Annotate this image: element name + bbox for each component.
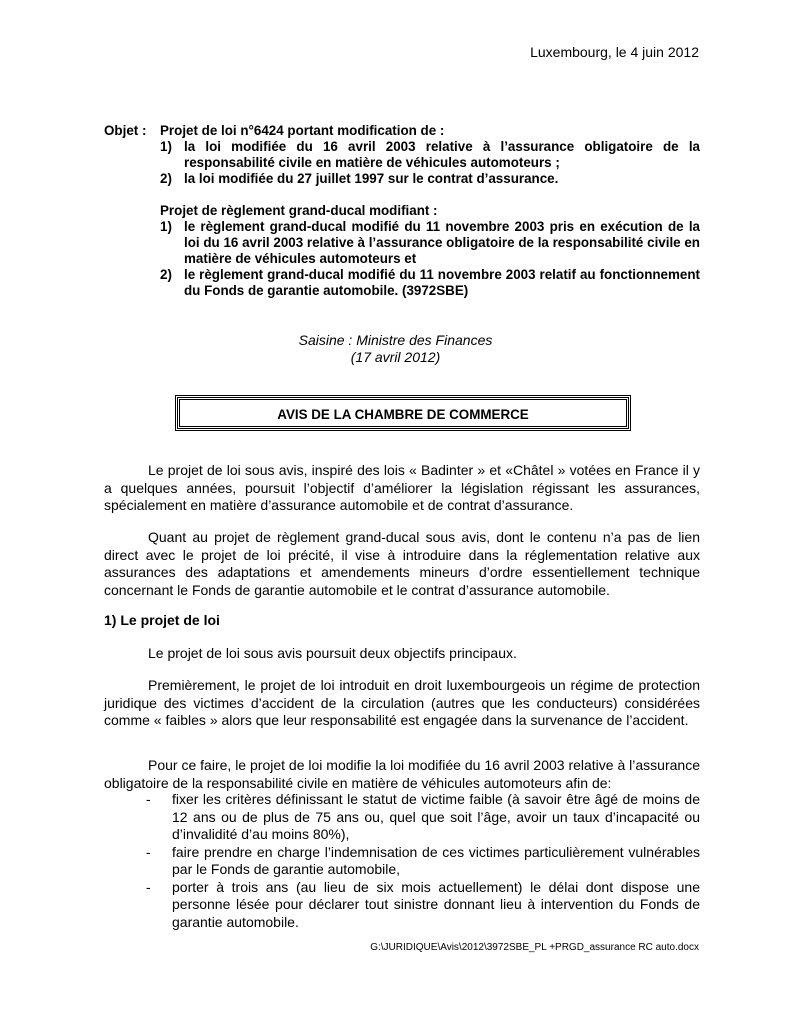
subject-block — [104, 123, 700, 299]
list-item — [146, 791, 700, 844]
bullet-marker: - — [146, 878, 151, 895]
item-number: 1) — [160, 219, 172, 234]
item-text: la loi modifiée du 16 avril 2003 relative à l’assurance obligatoire de la responsabilité civile en matière de véhicules automoteurs ; — [184, 139, 700, 170]
item-number: 2) — [160, 267, 172, 282]
bullet-list — [146, 791, 700, 931]
bullet-marker: - — [146, 843, 151, 860]
paragraph-objectives: Le projet de loi sous avis poursuit deux objectifs principaux. — [148, 645, 517, 661]
list-item — [146, 879, 700, 932]
regulation-title: Projet de règlement grand-ducal modifiant : — [160, 203, 438, 218]
opinion-title-box — [177, 397, 629, 429]
list-item — [146, 844, 700, 879]
item-number: 2) — [160, 171, 172, 186]
section-heading: 1) Le projet de loi — [104, 612, 220, 628]
paragraph-regulation: Quant au projet de règlement grand-ducal sous avis, dont le contenu n’a pas de lien direct avec le projet de loi précité, il vise à introduire dans la réglementation relative aux assurances des adaptations et amendements mineurs d’ordre essentiellement technique concernant le Fonds de garantie automobile et le contrat d’assurance automobile. — [104, 529, 700, 598]
bullet-marker: - — [146, 791, 151, 807]
item-text: le règlement grand-ducal modifié du 11 novembre 2003 pris en exécution de la loi du 16 avril 2003 relative à l’assurance obligatoire de la responsabilité civile en matière de véhicules automoteurs et — [184, 219, 700, 266]
paragraph-intro: Le projet de loi sous avis, inspiré des lois « Badinter » et «Châtel » votées en France il y a quelques années, poursuit l’objectif d’améliorer la législation régissant les assurances, spécialement en matière d’assurance automobile et de contrat d’assurance. — [104, 462, 700, 513]
bill-item — [160, 139, 700, 171]
referral-line: Saisine : Ministre des Finances — [298, 332, 493, 348]
bullet-text: fixer les critères définissant le statut de victime faible (à savoir être âgé de moins de 12 ans ou de plus de 75 ans ou, quel que soit l’âge, avoir un taux d’incapacité ou d’invalidité d’au moins 80%), — [172, 791, 700, 842]
referral-date: (17 avril 2012) — [350, 349, 441, 365]
item-text: le règlement grand-ducal modifié du 11 novembre 2003 relatif au fonctionnement du Fonds de garantie automobile. (3972SBE) — [184, 267, 700, 298]
subject-label: Objet : — [104, 123, 147, 138]
bullet-text: faire prendre en charge l’indemnisation de ces victimes particulièrement vulnérables par le Fonds de garantie automobile, — [172, 843, 700, 877]
document-date: Luxembourg, le 4 juin 2012 — [530, 44, 699, 60]
bill-item — [160, 171, 700, 187]
regulation-item — [160, 219, 700, 267]
item-number: 1) — [160, 139, 172, 154]
bill-title: Projet de loi n°6424 portant modification de : — [160, 123, 445, 138]
paragraph-approach: Pour ce faire, le projet de loi modifie la loi modifiée du 16 avril 2003 relative à l’assurance obligatoire de la responsabilité civile en matière de véhicules automoteurs afin de: — [104, 757, 700, 791]
regulation-item — [160, 267, 700, 299]
bullet-text: porter à trois ans (au lieu de six mois actuellement) le délai dont dispose une personne lésée pour déclarer tout sinistre donnant lieu à intervention du Fonds de garantie automobile. — [172, 878, 700, 930]
opinion-title: AVIS DE LA CHAMBRE DE COMMERCE — [277, 407, 529, 422]
file-path-footer: G:\JURIDIQUE\Avis\2012\3972SBE_PL +PRGD_assurance RC auto.docx — [370, 942, 699, 953]
referral-block — [0, 332, 791, 366]
item-text: la loi modifiée du 27 juillet 1997 sur le contrat d’assurance. — [184, 171, 559, 186]
paragraph-first-objective: Premièrement, le projet de loi introduit en droit luxembourgeois un régime de protection juridique des victimes d’accident de la circulation (autres que les conducteurs) considérées comme « faibles » alors que leur responsabilité est engagée dans la survenance de l’accident. — [104, 677, 700, 728]
